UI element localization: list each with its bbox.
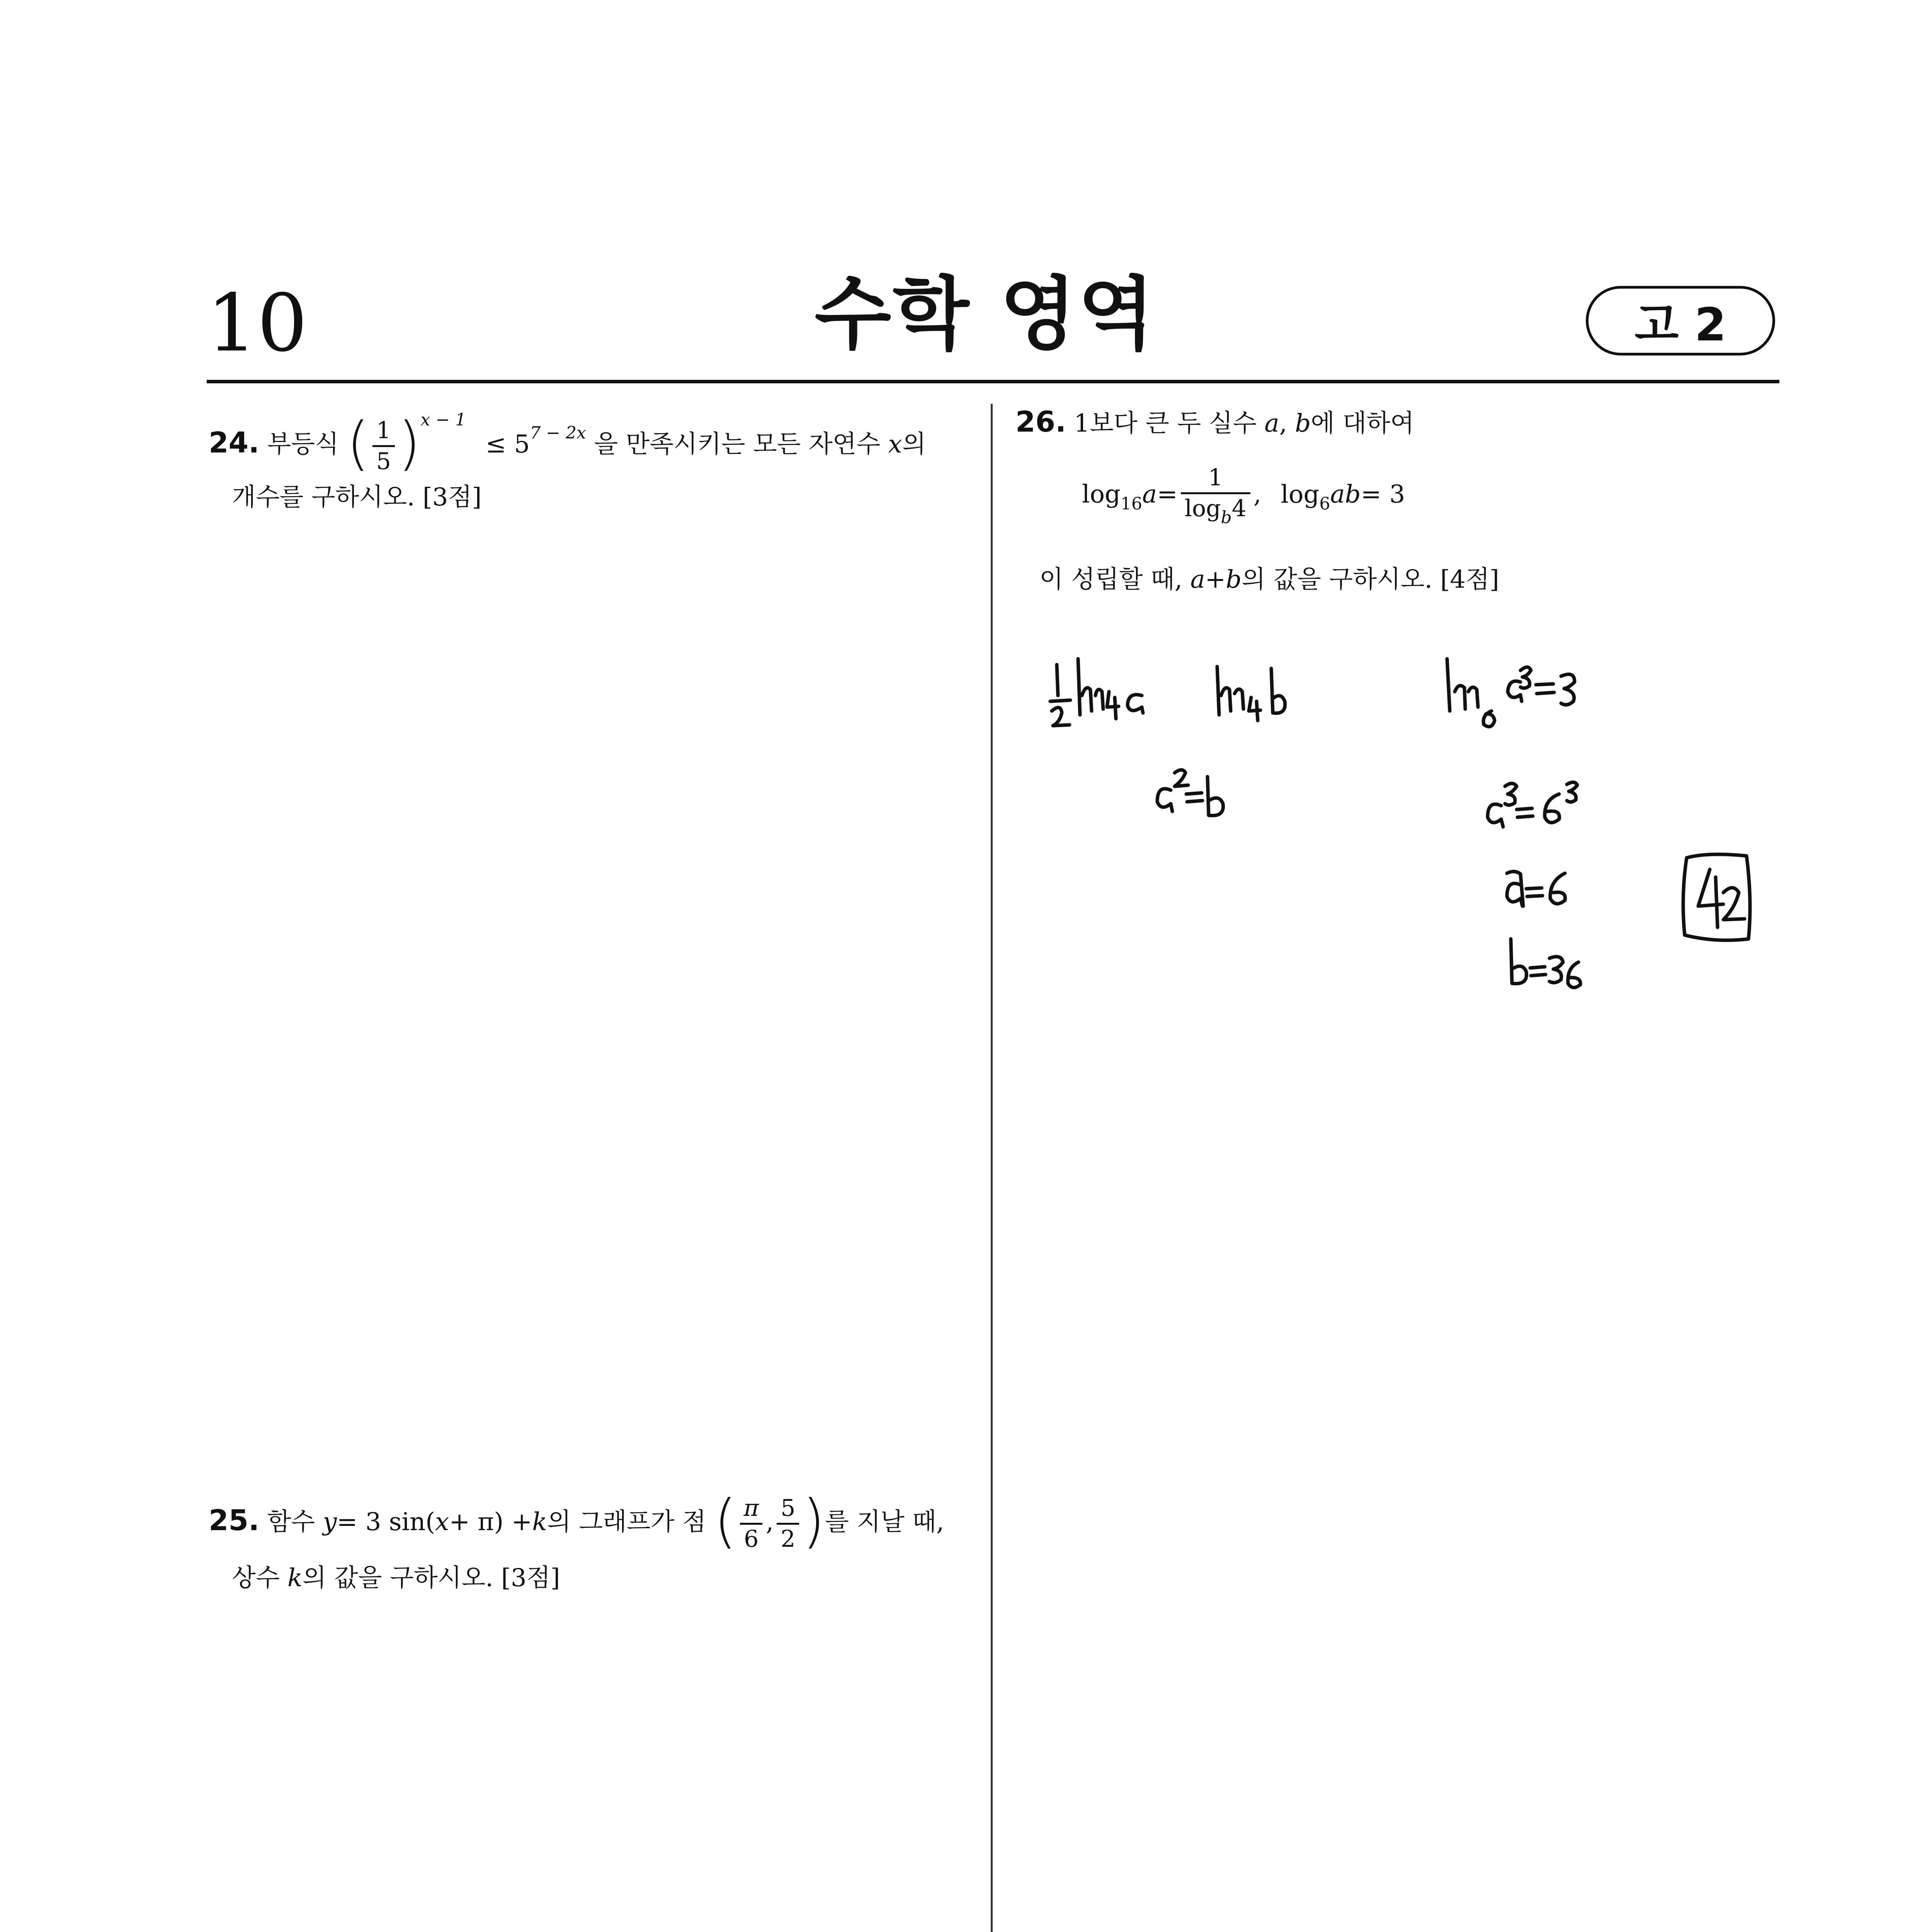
q25-func-y: y (323, 1508, 337, 1536)
q25-comma: , (765, 1508, 774, 1536)
q26-line3-pre: 이 성립할 때, (1039, 565, 1183, 594)
q26-eq-sep: , (1253, 480, 1262, 509)
q24-line2-text: 개수를 구하시오. (232, 483, 415, 512)
q25-p2-den: 2 (777, 1523, 799, 1551)
q25-text-after: 를 지날 때, (825, 1508, 944, 1536)
page-number: 10 (207, 277, 308, 369)
q26-number: 26. (1015, 405, 1066, 439)
q26-var-b: b (1295, 409, 1311, 438)
q26-line1-pre: 1보다 큰 두 실수 (1074, 409, 1257, 438)
handwriting-a3-eq-6-3 (1488, 782, 1577, 827)
handwriting-half-log4a (1050, 659, 1143, 726)
q26-var-a: a (1264, 409, 1279, 438)
q25-number: 25. (209, 1504, 260, 1537)
q26-eq-frac-den-b: b (1221, 508, 1232, 527)
q25-func-x: x (435, 1508, 449, 1536)
q26-line3-post: 의 값을 구하시오. (1242, 565, 1433, 594)
handwriting-log6-a3-eq-3 (1447, 659, 1575, 727)
q26-eq-a: a (1142, 480, 1157, 509)
grade-badge: 고 2 (1586, 286, 1775, 355)
q26-line3-a: a (1190, 565, 1205, 594)
q26-eq2-base6: 6 (1319, 494, 1330, 514)
q25-text-mid: 의 그래프가 점 (547, 1508, 706, 1536)
q24-label: 부등식 (267, 430, 339, 459)
q26-eq-log: log (1082, 480, 1121, 509)
q24-frac-den: 5 (372, 445, 395, 474)
handwriting-a2-eq-b (1157, 770, 1223, 816)
q25-p1-num: π (743, 1495, 759, 1522)
q25-paren-close: ) (802, 1488, 825, 1555)
q26-eq-frac-den-log: log (1184, 495, 1221, 522)
q26-points: [4점] (1440, 565, 1499, 594)
q25-p2-num: 5 (781, 1495, 796, 1522)
q25-line2-k: k (287, 1564, 303, 1592)
q25-p1-den: 6 (740, 1523, 762, 1551)
q24-text-after: 을 만족시키는 모든 자연수 (594, 430, 881, 459)
handwriting-a-eq-6 (1507, 871, 1565, 906)
q25-label: 함수 (267, 1508, 315, 1536)
q26-comma: , (1279, 409, 1287, 438)
q24-frac-num: 1 (376, 417, 391, 444)
q24-leq: ≤ 5 (485, 430, 530, 459)
q26-eq-base16: 16 (1120, 494, 1142, 514)
q26-eq2-log: log (1281, 480, 1320, 509)
q26-line3-b: b (1226, 565, 1242, 594)
q24-particle: 의 (902, 430, 926, 459)
q24-paren-open: ( (347, 410, 369, 477)
q26-eq-equals: = (1157, 480, 1178, 509)
q25-line2-post: 의 값을 구하시오. (302, 1564, 493, 1592)
handwriting-boxed-answer-42 (1683, 854, 1750, 940)
q25-points: [3점] (501, 1564, 560, 1592)
q24-rhs-exponent: 7 − 2x (530, 423, 586, 443)
handwriting-log4b (1217, 667, 1285, 721)
q24-points: [3점] (422, 483, 482, 512)
q25-func-k: k (532, 1508, 547, 1536)
q26-line1-post: 에 대하여 (1311, 409, 1414, 438)
q26-line3-plus: + (1205, 565, 1226, 594)
handwriting-b-eq-36 (1511, 939, 1580, 988)
q24-exponent: x − 1 (420, 410, 466, 430)
q25-paren-open: ( (714, 1488, 737, 1555)
q24-number: 24. (209, 426, 260, 459)
q26-eq2-rhs: = 3 (1361, 480, 1405, 509)
q25-line2-pre: 상수 (232, 1564, 280, 1592)
q26-eq-frac-den-4: 4 (1231, 495, 1247, 522)
q24-var: x (888, 430, 902, 459)
q26-eq-frac-num: 1 (1208, 464, 1223, 491)
q24-paren-close: ) (398, 410, 421, 477)
q26-eq2-ab: ab (1330, 480, 1361, 509)
q25-func-eq: = 3 sin( (337, 1508, 435, 1536)
subject-title: 수학 영역 (815, 269, 1156, 361)
q25-func-plus-pi: + π) + (449, 1508, 532, 1536)
